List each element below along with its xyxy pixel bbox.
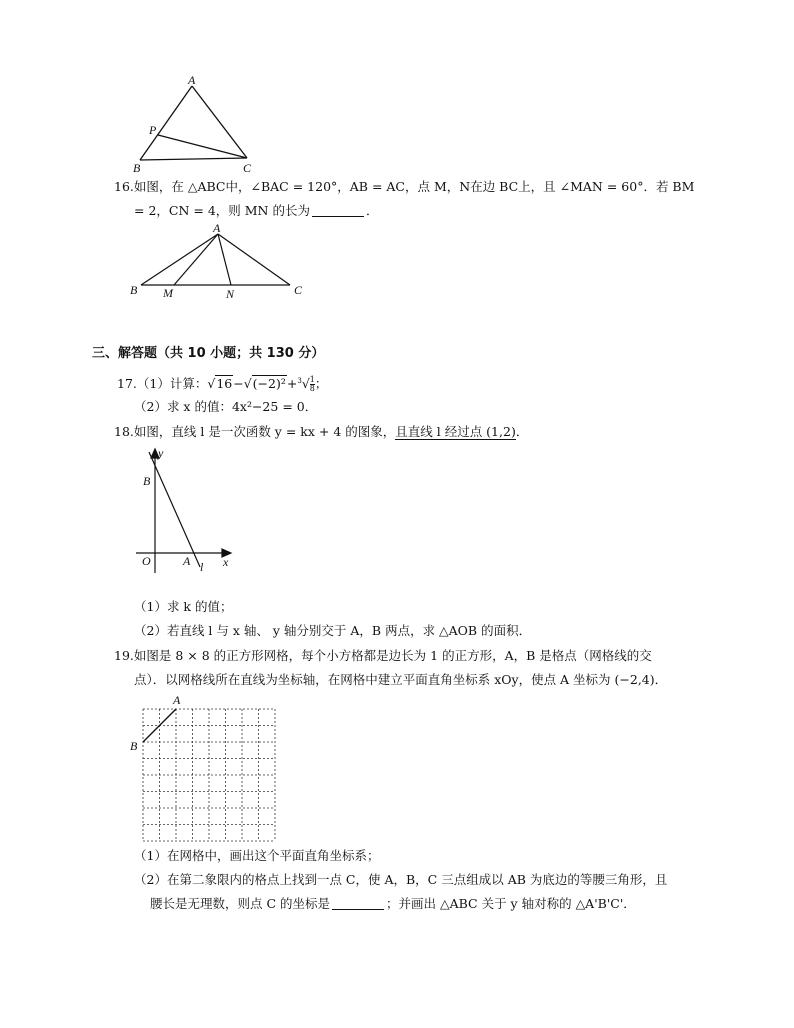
q19-part1: （1）在网格中，画出这个平面直角坐标系； — [134, 848, 380, 863]
q18-underlined-text: 且直线 l 经过点 (1,2) — [395, 424, 516, 439]
q19-number: 19. — [114, 648, 134, 663]
q18-part1: （1）求 k 的值； — [134, 599, 233, 614]
label-b: B — [143, 474, 151, 488]
cube-root-index: 3 — [297, 377, 302, 385]
label-c: C — [294, 283, 303, 297]
q19-line2: 点）．以网格线所在直线为坐标轴，在网格中建立平面直角坐标系 xOy，使点 A 坐标为 (−2,4)． — [134, 672, 668, 687]
label-m: M — [163, 286, 173, 300]
section-3-title: 三、解答题（共 10 小题；共 130 分） — [92, 346, 325, 361]
label-b: B — [130, 739, 138, 753]
label-a: A — [213, 222, 221, 235]
answer-blank-19[interactable] — [332, 897, 384, 910]
figure-16-triangle — [125, 222, 315, 302]
q17-part2: （2）求 x 的值：4x²−25 = 0． — [134, 399, 318, 414]
q18-stem — [114, 424, 528, 440]
minus-sign: − — [233, 376, 244, 392]
q19-part2-end: ；并画出 △ABC 关于 y 轴对称的 △A'B'C'． — [386, 896, 636, 911]
label-l: l — [200, 560, 204, 574]
frac-numerator: 1 — [309, 375, 315, 385]
q16-line2 — [134, 203, 378, 219]
label-a: A — [173, 693, 181, 707]
label-c: C — [243, 161, 252, 175]
figure-18-coordinate-plane — [130, 445, 240, 575]
q19-text1: 如图是 8 × 8 的正方形网格，每个小方格都是边长为 1 的正方形，A，B 是格点（网格线的交 — [133, 648, 652, 663]
q16-text2: = 2，CN = 4，则 MN 的长为 — [134, 203, 310, 218]
label-b: B — [130, 283, 138, 297]
radicand-16: 16 — [216, 376, 233, 392]
sqrt-16: √16 — [207, 376, 233, 392]
frac-denominator: 8 — [309, 384, 315, 394]
figure-19-grid — [128, 690, 283, 845]
label-o: O — [142, 554, 151, 568]
q16-number: 16. — [114, 179, 134, 194]
label-x: x — [223, 555, 229, 569]
radicand-neg2: (−2)² — [252, 376, 286, 392]
plus-sign: + — [286, 376, 298, 392]
q16-text2-end: ． — [365, 203, 379, 218]
q16-line1 — [114, 179, 694, 195]
answer-blank-16[interactable] — [312, 204, 364, 217]
cube-root: √ — [301, 376, 310, 392]
q19-part2-text: 腰长是无理数，则点 C 的坐标是 — [150, 896, 331, 911]
label-b: B — [133, 161, 141, 175]
triangle-abc-16 — [141, 234, 290, 285]
line-l — [149, 452, 200, 567]
q17-part1-end: ； — [314, 376, 328, 392]
q16-text1: 如图，在 △ABC中，∠BAC = 120°，AB = AC，点 M，N在边 BC上，且 ∠MAN = 60°．若 BM — [133, 179, 695, 194]
sqrt-neg2-sq: √(−2)² — [243, 376, 286, 392]
grid-8x8 — [143, 709, 275, 841]
label-p: P — [149, 123, 157, 137]
q18-number: 18. — [114, 424, 134, 439]
figure-15-triangle — [125, 72, 265, 176]
q19-line1 — [114, 648, 652, 664]
q19-part2-line2 — [150, 896, 636, 912]
q19-part2-line1: （2）在第二象限内的格点上找到一点 C，使 A，B，C 三点组成以 AB 为底边的等腰三角形，且 — [134, 872, 668, 887]
label-a: A — [183, 554, 191, 568]
q17-number: 17. — [117, 376, 137, 392]
label-n: N — [226, 287, 235, 301]
label-a: A — [188, 73, 196, 87]
q18-stem-text: 如图，直线 l 是一次函数 y = kx + 4 的图象， — [133, 424, 396, 439]
q18-stem-end: ． — [515, 424, 529, 439]
label-y: y — [158, 446, 164, 460]
q18-part2: （2）若直线 l 与 x 轴、 y 轴分别交于 A，B 两点，求 △AOB 的面积． — [134, 623, 532, 638]
q17-line1 — [117, 373, 327, 393]
q17-part1: （1）计算： — [136, 376, 208, 392]
